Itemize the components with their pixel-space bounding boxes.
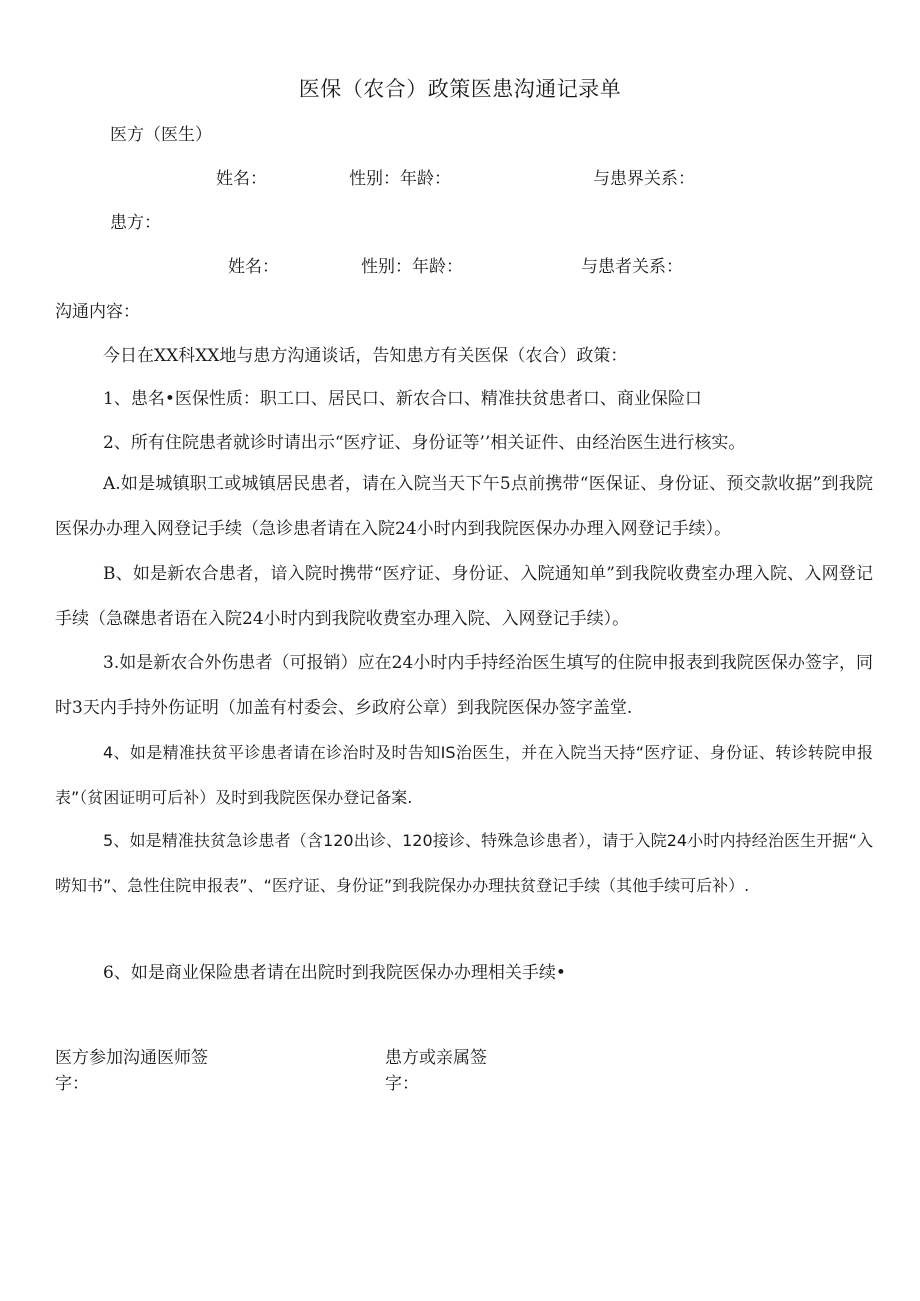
doctor-signature-label: 医方参加沟通医师签字： — [55, 1048, 208, 1094]
patient-name-label: 姓名： — [228, 257, 279, 277]
document-title: 医保（农合）政策医患沟通记录单 — [298, 77, 622, 101]
patient-relation-label: 与患者关系： — [581, 257, 683, 277]
item-a-urban-workers: A.如是城镇职工或城镇居民患者，请在入院当天下午5点前携带“医保证、身份证、预交款收据”到我院医保办办理入网登记手续（急诊患者请在入院24小时内到我院医保办办理入网登记手续）。 — [55, 474, 873, 539]
doctor-gender-age-label: 性别：年龄： — [349, 169, 451, 189]
doctor-name-label: 姓名： — [216, 169, 267, 189]
intro-paragraph: 今日在XX科XX地与患方沟通谈话，告知患方有关医保（农合）政策： — [103, 346, 628, 366]
item-b-new-rural: B、如是新农合患者，谙入院时携带“医疗证、身份证、入院通知单”到我院收费室办理入院、入网登记手续（急磔患者语在入院24小时内到我院收费室办理入院、入网登记手续）。 — [55, 564, 873, 629]
item-4-poverty-outpatient: 4、如是精准扶贫平诊患者请在诊治时及时告知IS治医生，并在入院当天持“医疗证、身份证、转诊转院申报表”（贫困证明可后补）及时到我院医保办登记备案. — [55, 743, 873, 807]
item-6-commercial-insurance: 6、如是商业保险患者请在出院时到我院医保办办理相关手续• — [103, 963, 566, 983]
doctor-side-heading: 医方（医生） — [110, 125, 212, 145]
patient-side-heading: 患方： — [110, 213, 161, 233]
doctor-relation-label: 与患界关系： — [593, 169, 695, 189]
item-1-insurance-type: 1、患名•医保性质：职工口、居民口、新农合口、精准扶贫患者口、商业保险口 — [103, 389, 702, 409]
patient-gender-age-label: 性别：年龄： — [361, 257, 463, 277]
item-3-injury: 3.如是新农合外伤患者（可报销）应在24小时内手持经治医生填写的住院申报表到我院医保办签字，同时3天内手持外伤证明（加盖有村委会、乡政府公章）到我院医保办签字盖堂. — [55, 653, 873, 718]
patient-signature-label: 患方或亲属签字： — [385, 1048, 487, 1094]
item-2-documents: 2、所有住院患者就诊时请出示“医疗证、身份证等’’相关证件、由经治医生进行核实。 — [103, 433, 746, 453]
content-label: 沟通内容： — [55, 302, 140, 322]
item-5-poverty-emergency: 5、如是精准扶贫急诊患者（含120出诊、120接诊、特殊急诊患者），请于入院24小时内持经治医生开据“入唠知书”、急性住院申报表”、“医疗证、身份证”到我院保办办理扶贫登记手续（其他手续可后补）. — [55, 831, 873, 895]
